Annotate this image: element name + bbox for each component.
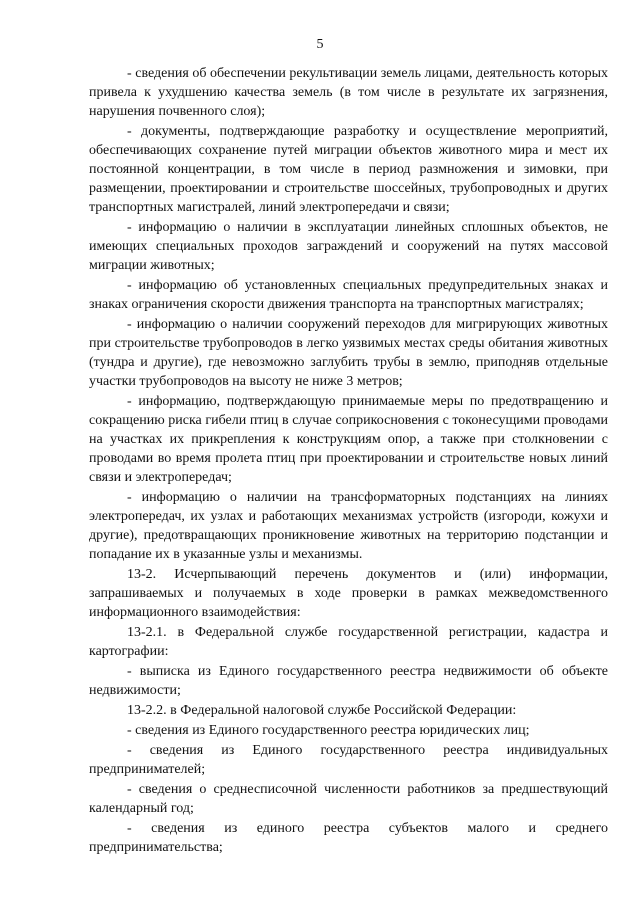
list-item-real-estate-extract: - выписка из Единого государственного реестра недвижимости об объекте недвижимости; bbox=[89, 664, 608, 698]
section-13-2-1-heading: 13-2.1. в Федеральной службе государственной регистрации, кадастра и картографии: bbox=[89, 625, 608, 659]
section-13-2-2-heading: 13-2.2. в Федеральной налоговой службе Российской Федерации: bbox=[127, 703, 517, 718]
section-13-2-heading: 13-2. Исчерпывающий перечень документов и (или) информации, запрашиваемых и получаемых в ходе проверки в рамках межведомственного информационного взаимодействия: bbox=[89, 567, 608, 620]
list-item-entrepreneurs-register: - сведения из Единого государственного реестра индивидуальных предпринимателей; bbox=[89, 743, 608, 777]
paragraph-bird-protection: - информацию, подтверждающую принимаемые меры по предотвращению и сокращению риска гибели птиц в случае соприкосновения с токонесущими проводами на участках их прикрепления к конструкциям опор, а также при столкновении с проводами во время пролета птиц при проектировании и строительстве новых линий связи и электропередач; bbox=[89, 394, 608, 485]
paragraph-substations: - информацию о наличии на трансформаторных подстанциях на линиях электропередач, их узлах и работающих механизмах устройств (изгороди, кожухи и другие), предотвращающих проникновение животных на территорию подстанции и попадание их в указанные узлы и механизмы. bbox=[89, 490, 608, 562]
list-item-legal-entities-register: - сведения из Единого государственного реестра юридических лиц; bbox=[127, 723, 530, 738]
paragraph-linear-objects: - информацию о наличии в эксплуатации линейных сплошных объектов, не имеющих специальных проходов заграждений и сооружений на путях массовой миграции животных; bbox=[89, 220, 608, 273]
paragraph-pipeline-crossings: - информацию о наличии сооружений переходов для мигрирующих животных при строительстве трубопроводов в легко уязвимых местах среды обитания животных (тундра и другие), где невозможно заглубить трубы в землю, приподняв отдельные участки трубопроводов на высоту не ниже 3 метров; bbox=[89, 317, 608, 389]
list-item-sme-register: - сведения из единого реестра субъектов малого и среднего предпринимательства; bbox=[89, 821, 608, 855]
page-number: 5 bbox=[316, 37, 324, 52]
list-item-headcount: - сведения о среднесписочной численности работников за предшествующий календарный год; bbox=[89, 782, 608, 816]
paragraph-migration-measures: - документы, подтверждающие разработку и осуществление мероприятий, обеспечивающих сохранение путей миграции объектов животного мира и мест их постоянной концентрации, в том числе в период размножения и зимовки, при размещении, проектировании и строительстве шоссейных, трубопроводных и других транспортных магистралей, линий электропередачи и связи; bbox=[89, 124, 608, 215]
paragraph-warning-signs: - информацию об установленных специальных предупредительных знаках и знаках ограничения скорости движения транспорта на транспортных магистралях; bbox=[89, 278, 608, 312]
paragraph-recultivation: - сведения об обеспечении рекультивации земель лицами, деятельность которых привела к ухудшению качества земель (в том числе в результате их загрязнения, нарушения почвенного слоя); bbox=[89, 66, 608, 119]
document-body bbox=[89, 64, 608, 858]
